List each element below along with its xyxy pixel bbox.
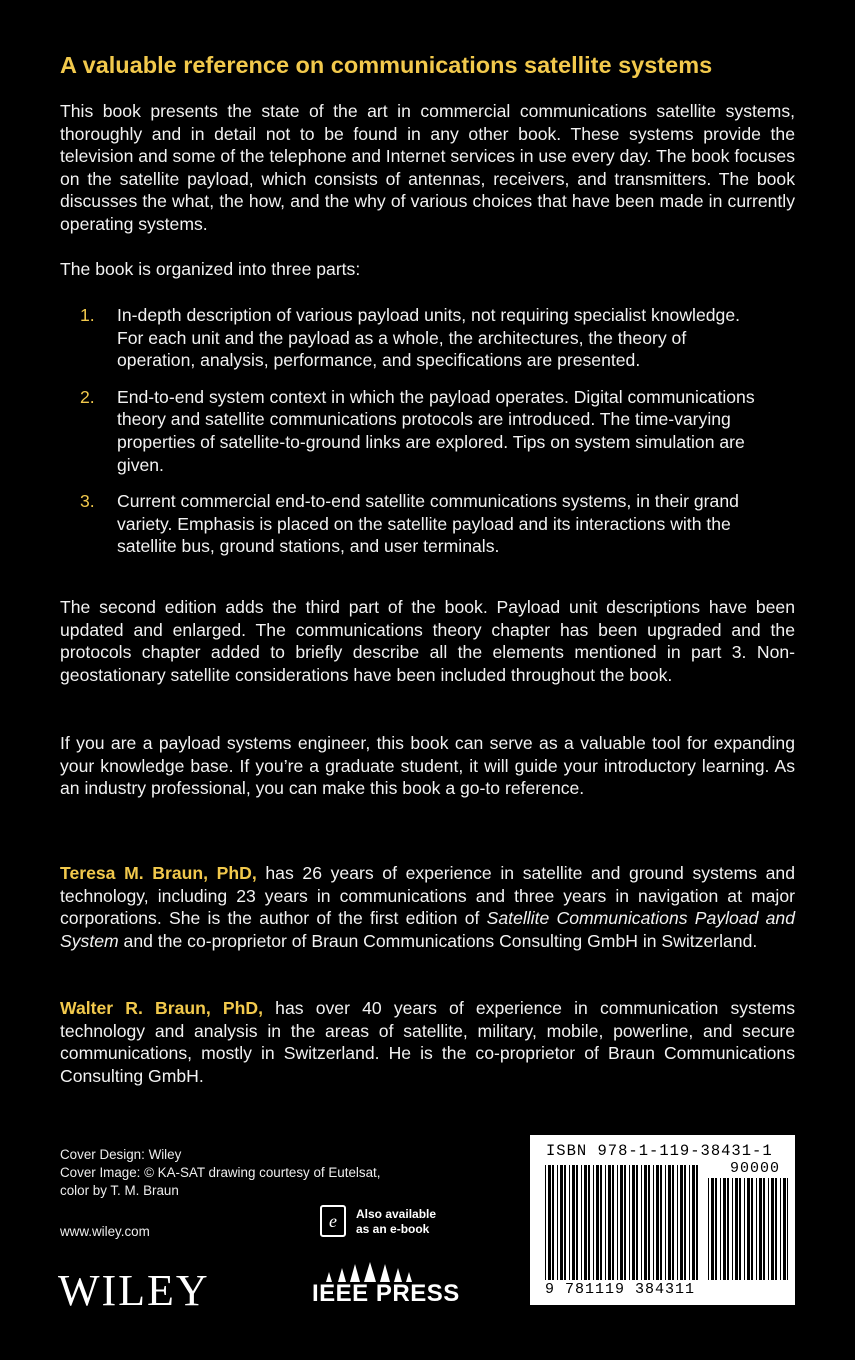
- barcode-number: 9 781119 384311: [545, 1281, 696, 1298]
- cover-design-credit: Cover Design: Wiley: [60, 1147, 182, 1162]
- isbn-text: ISBN 978-1-119-38431-1: [546, 1142, 773, 1160]
- headline: A valuable reference on communications satellite systems: [60, 52, 713, 78]
- cover-color-credit: color by T. M. Braun: [60, 1183, 179, 1198]
- cover-image-credit: Cover Image: © KA-SAT drawing courtesy of Eutelsat,: [60, 1165, 381, 1180]
- audience-paragraph: If you are a payload systems engineer, this book can serve as a valuable tool for expanding your knowledge base. If you’re a graduate student, it will guide your introductory learning. As an industry professional, you can make this book a go-to reference.: [60, 733, 795, 799]
- list-number: 3.: [80, 491, 95, 512]
- ebook-icon-letter: e: [329, 1210, 337, 1231]
- website-link[interactable]: www.wiley.com: [60, 1224, 150, 1239]
- price-code: 90000: [730, 1160, 781, 1177]
- list-number: 1.: [80, 305, 95, 325]
- author1-bio-end: and the co-proprietor of Braun Communications Consulting GmbH in Switzerland.: [118, 930, 758, 951]
- list-text: End-to-end system context in which the payload operates. Digital communications theory and satellite communications protocols are introduced. The time-varying properties of satellite-to-ground links are explored. Tips on system simulation are given.: [117, 386, 755, 475]
- author2-name: Walter R. Braun, PhD,: [60, 998, 264, 1018]
- intro-paragraph: This book presents the state of the art in commercial communications satellite systems, thoroughly and in detail not to be found in any other book. These systems provide the television and some of the telephone and Internet services in use every day. The book focuses on the satellite payload, which consists of antennas, receivers, and transmitters. The book discusses the what, the how, and the why of various choices that have been made in currently operating systems.: [60, 101, 795, 234]
- author1-name: Teresa M. Braun, PhD,: [60, 863, 257, 883]
- organized-paragraph: The book is organized into three parts:: [60, 259, 361, 279]
- author1-bio-text: has 26 years of experience in satellite and ground systems and technology, including 23 years in communications and three years in navigation at major corporations. She is the author of the first edition of: [60, 863, 795, 929]
- ieee-press-logo: IEEE PRESS: [312, 1280, 460, 1307]
- author2-bio-text: has over 40 years of experience in communication systems technology and analysis in the areas of satellite, military, mobile, powerline, and secure communications, mostly in Switzerland. He is the co-proprietor of Braun Communications Consulting GmbH.: [60, 998, 795, 1086]
- book-title: Satellite Communications Payload and System: [60, 908, 795, 951]
- list-number: 2.: [80, 386, 95, 407]
- second-edition-paragraph: The second edition adds the third part of the book. Payload unit descriptions have been updated and enlarged. The communications theory chapter has been upgraded and the protocols chapter added to briefly describe all the elements mentioned in part 3. Non-geostationary satellite considerations have been included throughout the book.: [60, 597, 795, 685]
- wiley-logo: WILEY: [58, 1266, 210, 1315]
- list-text: In-depth description of various payload units, not requiring specialist knowledge. For each unit and the payload as a whole, the architectures, the theory of operation, analysis, performance, and specifications are presented.: [117, 305, 740, 371]
- ebook-line2: as an e-book: [356, 1222, 430, 1236]
- ebook-line1: Also available: [356, 1207, 437, 1221]
- list-text: Current commercial end-to-end satellite communications systems, in their grand variety. Emphasis is placed on the satellite payload and its interactions with the satellite bus, ground stations, and user terminals.: [117, 491, 739, 557]
